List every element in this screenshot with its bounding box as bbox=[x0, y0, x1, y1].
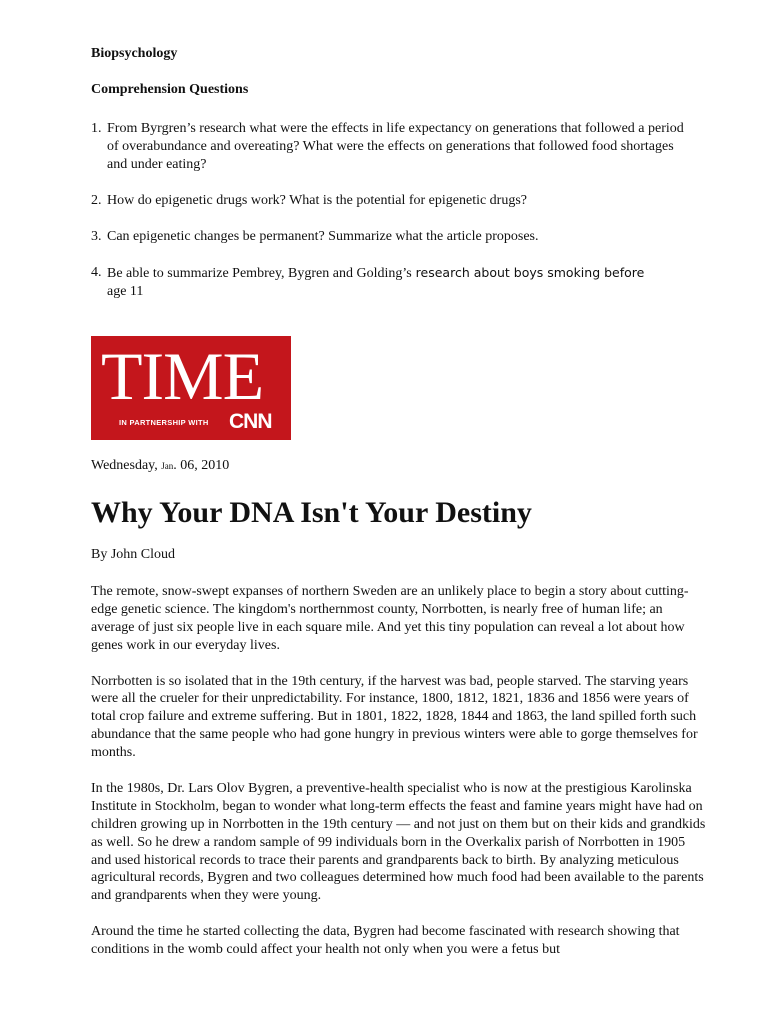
question-item bbox=[91, 192, 691, 210]
logo-time-wordmark: TIME bbox=[101, 338, 264, 414]
question-text: Be able to summarize Pembrey, Bygren and Golding’s bbox=[107, 266, 412, 281]
article-paragraph: Norrbotten is so isolated that in the 19th century, if the harvest was bad, people starved. The starving years were all the crueler for their unpredictability. For instance, 1800, 1812, 1821, 1836 and 1856 were years of total crop failure and extreme suffering. But in 1801, 1822, 1828, 1844 and 1863, the land spilled forth such abundance that the same people who had gone hungry in previous winters were able to gorge themselves for months. bbox=[91, 673, 698, 761]
article-paragraph: In the 1980s, Dr. Lars Olov Bygren, a preventive-health specialist who is now at the prestigious Karolinska Institute in Stockholm, began to wonder what long-term effects the feast and famine years might have had on children growing up in Norrbotten in the 19th century — and not just on them but on their kids and grandkids as well. So he drew a random sample of 99 individuals born in the Overkalix parish of Norrbotten in 1905 and used historical records to trace their parents and grandparents back to birth. By analyzing meticulous agricultural records, Bygren and two colleagues determined how much food had been available to the parents and grandparents when they were young. bbox=[91, 780, 706, 904]
date-month: Jan bbox=[161, 461, 174, 471]
question-number: 2. bbox=[91, 193, 102, 208]
article-date bbox=[91, 458, 229, 474]
article-byline: By John Cloud bbox=[91, 547, 176, 562]
article-paragraph: The remote, snow-swept expanses of northern Sweden are an unlikely place to begin a story about cutting-edge genetic science. The kingdom's northernmost county, Norrbotten, is nearly free of human life; an average of just six people live in each square mile. And yet this tiny population can reveal a lot about how genes work in our everyday lives. bbox=[91, 584, 689, 653]
question-item bbox=[91, 120, 691, 174]
article-paragraph: Around the time he started collecting the data, Bygren had become fascinated with research showing that conditions in the womb could affect your health not only when you were a fetus but bbox=[91, 924, 680, 958]
article-headline: Why Your DNA Isn't Your Destiny bbox=[91, 496, 532, 529]
question-text-end: age 11 bbox=[107, 284, 144, 299]
article-body bbox=[91, 583, 706, 977]
question-number: 3. bbox=[91, 229, 102, 244]
question-item bbox=[91, 264, 691, 301]
question-text: How do epigenetic drugs work? What is the potential for epigenetic drugs? bbox=[107, 193, 528, 208]
question-list bbox=[91, 120, 691, 319]
time-cnn-logo bbox=[91, 336, 291, 440]
question-item bbox=[91, 228, 691, 246]
question-number: 1. bbox=[91, 121, 102, 136]
course-title: Biopsychology bbox=[91, 46, 178, 61]
date-rest: . 06, 2010 bbox=[173, 458, 230, 473]
date-day: Wednesday, bbox=[91, 458, 162, 473]
logo-partner-text: IN PARTNERSHIP WITH bbox=[119, 418, 209, 427]
question-text: Can epigenetic changes be permanent? Summarize what the article proposes. bbox=[107, 229, 539, 244]
question-number: 4. bbox=[91, 265, 102, 280]
question-text: From Byrgren’s research what were the effects in life expectancy on generations that followed a period of overabundance and overeating? What were the effects on generations that followed food shortages and under eating? bbox=[107, 121, 684, 172]
logo-cnn-wordmark: CNN bbox=[229, 410, 272, 433]
question-text-sans: research about boys smoking before bbox=[411, 265, 645, 280]
section-title: Comprehension Questions bbox=[91, 82, 249, 97]
